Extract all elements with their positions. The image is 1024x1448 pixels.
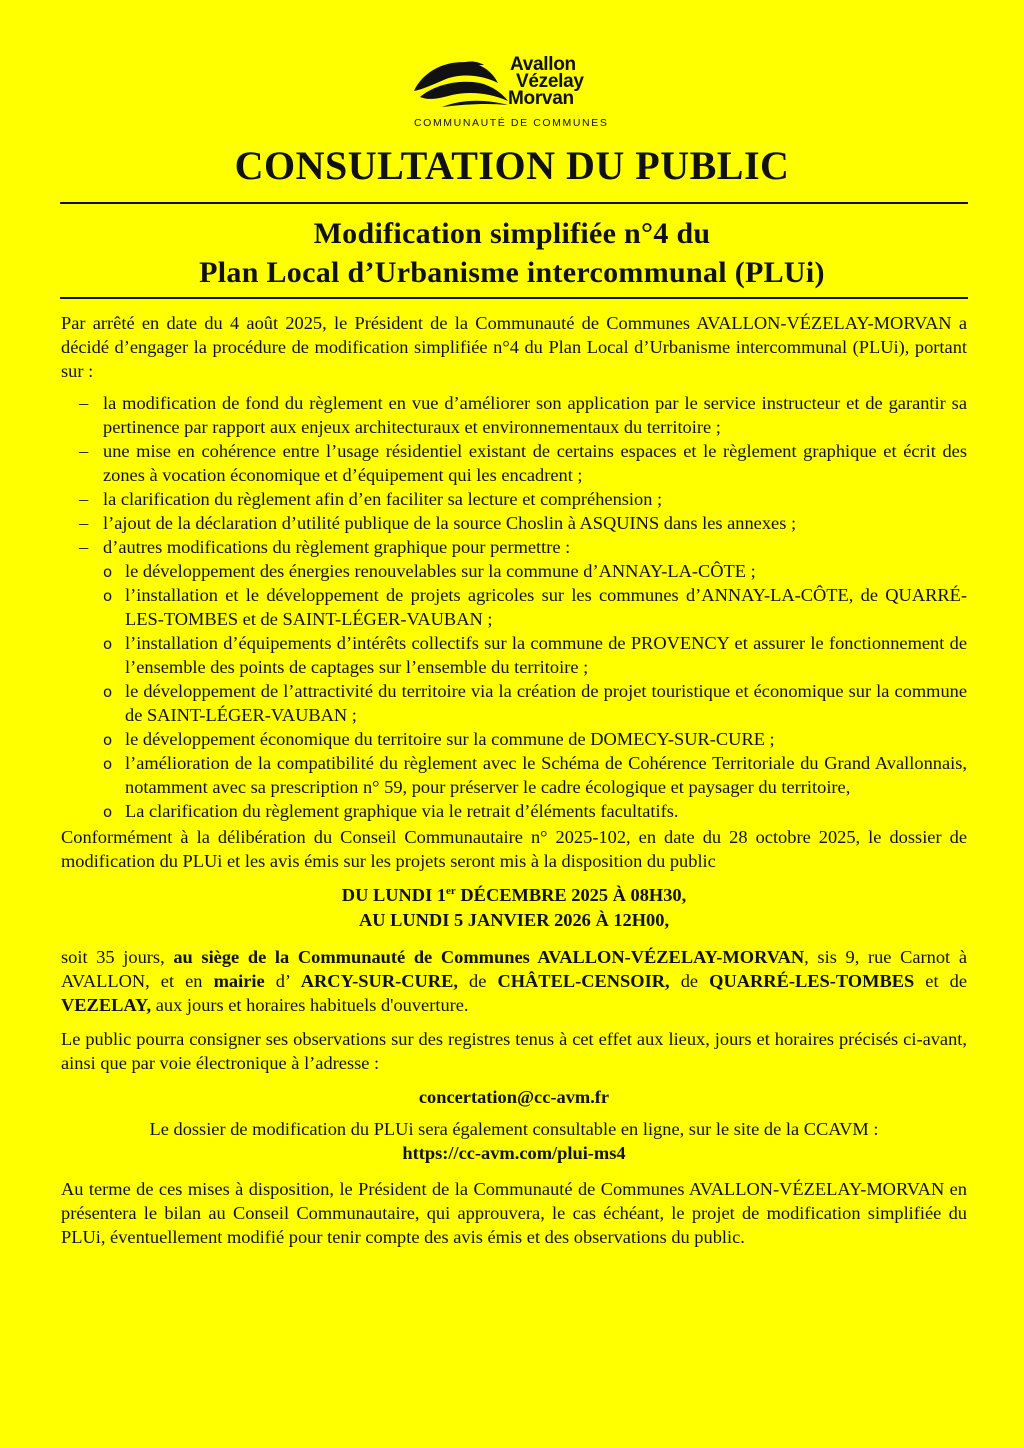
subtitle-divider — [60, 297, 968, 299]
lieux-text: aux jours et horaires habituels d'ouverture. — [151, 995, 469, 1015]
dash-bullet: – — [79, 537, 89, 557]
sub-list-item-text: le développement économique du territoire sur la commune de DOMECY-SUR-CURE ; — [125, 729, 775, 749]
circle-bullet: o — [103, 635, 113, 653]
observations-paragraph: Le public pourra consigner ses observations sur des registres tenus à cet effet aux lieux, jours et horaires précisés ci-avant, ainsi que par voie électronique à l’adresse : — [61, 1029, 967, 1073]
ccavm-logo — [412, 55, 622, 135]
intro-paragraph: Par arrêté en date du 4 août 2025, le Président de la Communauté de Communes AVALLON-VÉZELAY-MORVAN a décidé d’engager la procédure de modification simplifiée n°4 du Plan Local d’Urbanisme intercommunal (PLUi), portant sur : — [61, 313, 967, 381]
list-item — [61, 439, 967, 487]
page-subtitle — [0, 214, 1024, 292]
list-item-text: l’ajout de la déclaration d’utilité publique de la source Choslin à ASQUINS dans les annexes ; — [103, 513, 797, 533]
sub-list-item — [103, 751, 967, 799]
sub-list-item-text: l’amélioration de la compatibilité du règlement avec le Schéma de Cohérence Territoriale du Grand Avallonnais, notamment avec sa prescription n° 59, pour préserver le cadre écologique et paysager du territoire, — [125, 753, 967, 797]
subtitle-line-2: Plan Local d’Urbanisme intercommunal (PLUi) — [199, 256, 825, 289]
sub-list-item-text: le développement de l’attractivité du territoire via la création de projet touristique et économique sur la commune de SAINT-LÉGER-VAUBAN ; — [125, 681, 967, 725]
date-start-b: DÉCEMBRE 2025 À 08H30, — [455, 885, 687, 905]
list-item-text: une mise en cohérence entre l’usage résidentiel existant de certains espaces et le règlement graphique et écrit des zones à vocation économique et d’équipement qui les encadrent ; — [103, 441, 967, 485]
closing-paragraph: Au terme de ces mises à disposition, le Président de la Communauté de Communes AVALLON-VÉZELAY-MORVAN en présentera le bilan au Conseil Communautaire, qui approuvera, le cas échéant, le projet de modification simplifiée du PLUi, éventuellement modifié pour tenir compte des avis émis et des observations du public. — [61, 1179, 967, 1247]
date-start — [61, 883, 967, 908]
consultation-dates — [61, 883, 967, 933]
logo-line-avallon: Avallon — [510, 54, 576, 75]
list-item — [61, 535, 967, 823]
lieux-mairie: mairie — [213, 971, 265, 991]
logo-hills-icon — [412, 57, 512, 115]
lieux-arcy: ARCY-SUR-CURE, — [300, 971, 458, 991]
contact-email — [61, 1085, 967, 1109]
circle-bullet: o — [103, 755, 113, 773]
sub-list-item — [103, 727, 967, 751]
dash-bullet: – — [79, 513, 89, 533]
list-item — [61, 391, 967, 439]
list-item-text: la modification de fond du règlement en vue d’améliorer son application par le service instructeur et de garantir sa pertinence par rapport aux enjeux architecturaux et environnementaux du territoire ; — [103, 393, 967, 437]
sub-list-item-text: La clarification du règlement graphique via le retrait d’éléments facultatifs. — [125, 801, 679, 821]
dash-bullet: – — [79, 393, 89, 413]
lieux-text: d’ — [264, 971, 301, 991]
circle-bullet: o — [103, 563, 113, 581]
modification-list — [61, 391, 967, 823]
lieux-siege: au siège de la Communauté de Communes AVALLON-VÉZELAY-MORVAN — [173, 947, 805, 967]
dossier-url — [61, 1141, 967, 1165]
date-start-sup: er — [446, 885, 456, 897]
notice-body — [61, 311, 967, 1249]
logo-line-morvan: Morvan — [508, 88, 574, 109]
list-item-text: d’autres modifications du règlement graphique pour permettre : — [103, 537, 571, 557]
conformement-paragraph: Conformément à la délibération du Conseil Communautaire n° 2025-102, en date du 28 octobre 2025, le dossier de modification du PLUi et les avis émis sur les projets seront mis à la disposition du public — [61, 827, 967, 871]
circle-bullet: o — [103, 731, 113, 749]
lieux-text: soit 35 jours, — [61, 947, 174, 967]
list-item-text: la clarification du règlement afin d’en faciliter sa lecture et compréhension ; — [103, 489, 663, 509]
circle-bullet: o — [103, 683, 113, 701]
dash-bullet: – — [79, 441, 89, 461]
url-link[interactable]: https://cc-avm.com/plui-ms4 — [402, 1143, 626, 1163]
lieux-text: de — [457, 971, 498, 991]
list-item — [61, 487, 967, 511]
sub-list-item — [103, 679, 967, 727]
list-item — [61, 511, 967, 535]
circle-bullet: o — [103, 803, 113, 821]
lieux-quarre: QUARRÉ-LES-TOMBES — [709, 971, 915, 991]
page-title: CONSULTATION DU PUBLIC — [234, 143, 790, 188]
sub-list-item-text: le développement des énergies renouvelables sur la commune d’ANNAY-LA-CÔTE ; — [125, 561, 756, 581]
sub-list-item-text: l’installation et le développement de projets agricoles sur les communes d’ANNAY-LA-CÔTE, de QUARRÉ-LES-TOMBES et de SAINT-LÉGER-VAUBAN ; — [125, 585, 967, 629]
logo-line-vezelay: Vézelay — [516, 71, 584, 92]
sub-list-item-text: l’installation d’équipements d’intérêts collectifs sur la commune de PROVENCY et assurer le fonctionnement de l’ensemble des points de captages sur l’ensemble du territoire ; — [125, 633, 967, 677]
sub-list-item — [103, 799, 967, 823]
date-start-a: DU LUNDI 1 — [341, 885, 447, 905]
subtitle-line-1: Modification simplifiée n°4 du — [313, 217, 711, 250]
date-end: AU LUNDI 5 JANVIER 2026 À 12H00, — [358, 910, 670, 930]
sub-list-item — [103, 559, 967, 583]
lieux-text: , sis 9, rue Carnot à AVALLON, et en — [61, 947, 967, 991]
lieux-chatel: CHÂTEL-CENSOIR, — [497, 971, 670, 991]
email-link[interactable]: concertation@cc-avm.fr — [418, 1087, 610, 1107]
lieux-vezelay: VEZELAY, — [61, 995, 152, 1015]
sub-list-item — [103, 583, 967, 631]
online-paragraph: Le dossier de modification du PLUi sera également consultable en ligne, sur le site de la CCAVM : — [149, 1119, 879, 1139]
sub-list-item — [103, 631, 967, 679]
dash-bullet: – — [79, 489, 89, 509]
lieux-paragraph — [61, 945, 967, 1017]
logo-subline: COMMUNAUTÉ DE COMMUNES — [414, 117, 609, 129]
lieux-text: de — [669, 971, 710, 991]
sub-modification-list — [61, 559, 967, 823]
lieux-text: et de — [914, 971, 967, 991]
circle-bullet: o — [103, 587, 113, 605]
title-divider — [60, 202, 968, 204]
